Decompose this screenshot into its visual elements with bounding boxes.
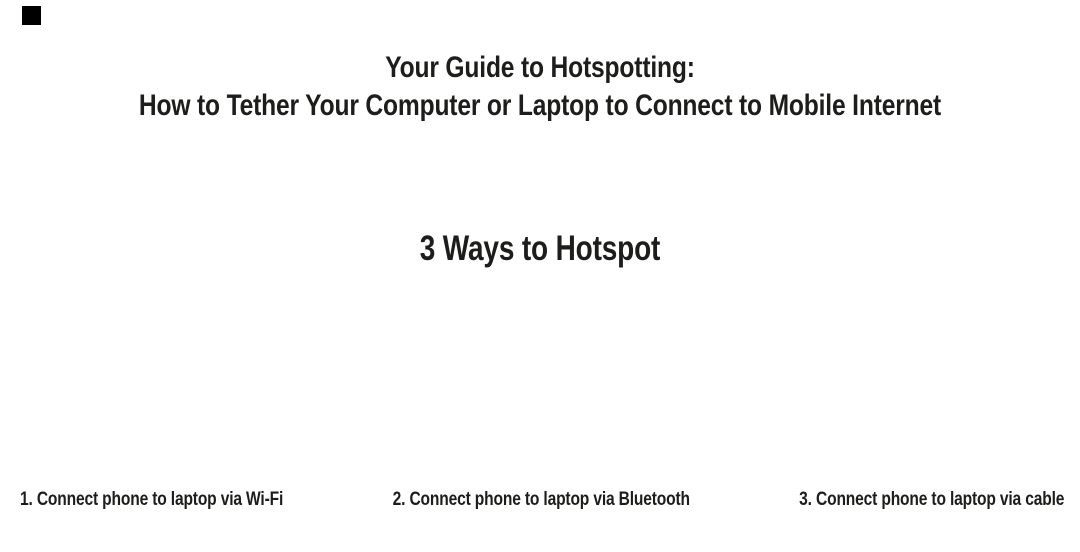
page-title-line1: Your Guide to Hotspotting: [385, 51, 695, 84]
section-heading: 3 Ways to Hotspot [419, 229, 661, 268]
title-block [0, 49, 1080, 125]
method-caption-cable: 3. Connect phone to laptop via cable [798, 489, 1064, 510]
corner-mark [22, 6, 41, 25]
methods-row [20, 489, 1064, 511]
page-title-line2: How to Tether Your Computer or Laptop to Connect to Mobile Internet [138, 89, 942, 122]
method-caption-wifi: 1. Connect phone to laptop via Wi-Fi [20, 489, 284, 510]
method-caption-bluetooth: 2. Connect phone to laptop via Bluetooth [392, 489, 690, 510]
